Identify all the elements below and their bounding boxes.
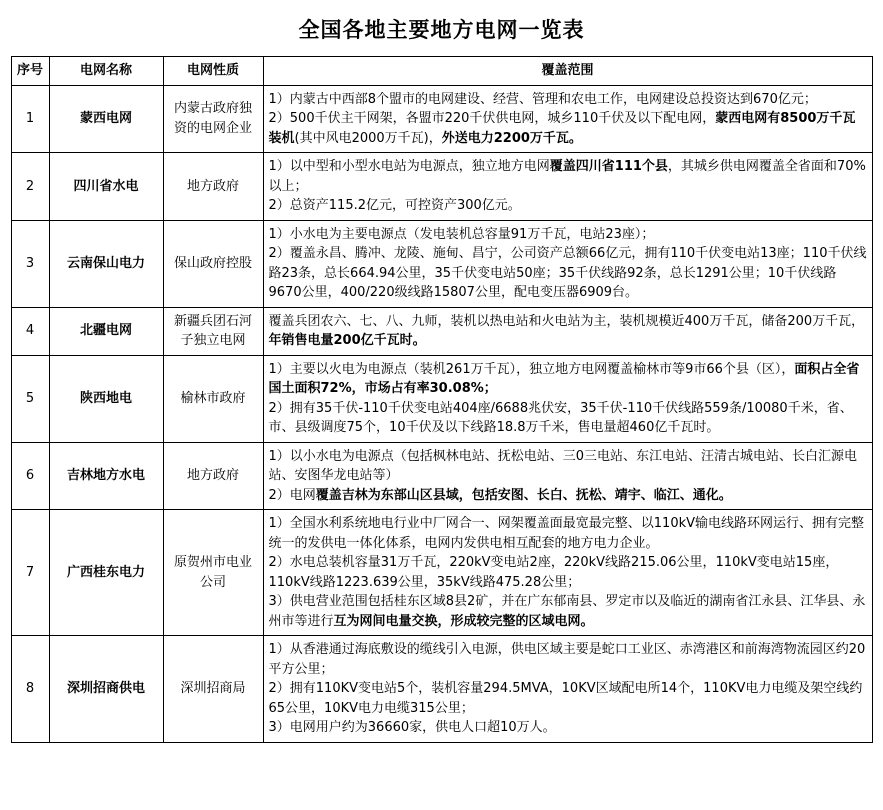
grid-type: 保山政府控股 <box>163 220 263 307</box>
scope-line: 2）电网覆盖吉林为东部山区县域，包括安图、长白、抚松、靖宇、临江、通化。 <box>268 487 732 503</box>
grid-name: 陕西地电 <box>49 355 163 442</box>
grid-scope <box>263 85 872 153</box>
scope-line: 1）从香港通过海底敷设的缆线引入电源，供电区域主要是蛇口工业区、赤湾港区和前海湾物流园区约20平方公里； <box>268 642 866 677</box>
scope-line: 2）500千伏主干网架，各盟市220千伏供电网，城乡110千伏及以下配电网，蒙西电网有8500万千瓦装机(其中风电2000万千瓦)，外送电力2200万千瓦。 <box>268 111 856 146</box>
row-index: 7 <box>11 510 49 636</box>
table-header-row <box>11 57 872 86</box>
grid-name: 北疆电网 <box>49 307 163 355</box>
row-index: 1 <box>11 85 49 153</box>
scope-line: 1）主要以火电为电源点（装机261万千瓦），独立地方电网覆盖榆林市等9市66个县（区），面积占全省国土面积72%，市场占有率30.08%； <box>268 361 860 396</box>
scope-line: 3）电网用户约为36660家，供电人口超10万人。 <box>268 720 556 735</box>
column-header-name: 电网名称 <box>49 57 163 86</box>
table-row <box>11 355 872 442</box>
document-page <box>0 14 883 743</box>
scope-line: 1）以小水电为电源点（包括枫林电站、抚松电站、三0三电站、东江电站、汪清古城电站、长白汇源电站、安图华龙电站等） <box>268 448 858 483</box>
row-index: 3 <box>11 220 49 307</box>
scope-line: 1）小水电为主要电源点（发电装机总容量91万千瓦，电站23座）； <box>268 226 655 242</box>
page-title: 全国各地主要地方电网一览表 <box>298 18 585 42</box>
grid-type: 地方政府 <box>163 153 263 221</box>
grid-name: 广西桂东电力 <box>49 510 163 636</box>
table-row <box>11 153 872 221</box>
grid-type: 新疆兵团石河子独立电网 <box>163 307 263 355</box>
power-grid-table <box>11 56 873 743</box>
table-row <box>11 510 872 636</box>
grid-scope <box>263 510 872 636</box>
grid-name: 蒙西电网 <box>49 85 163 153</box>
grid-name: 云南保山电力 <box>49 220 163 307</box>
grid-type: 地方政府 <box>163 442 263 510</box>
column-header-scope: 覆盖范围 <box>263 57 872 86</box>
scope-line: 3）供电营业范围包括桂东区域8县2矿，并在广东郁南县、罗定市以及临近的湖南省江永县、江华县、永州市等进行互为网间电量交换，形成较完整的区域电网。 <box>268 594 866 629</box>
grid-name: 四川省水电 <box>49 153 163 221</box>
grid-type: 内蒙古政府独资的电网企业 <box>163 85 263 153</box>
grid-scope <box>263 442 872 510</box>
scope-line: 覆盖兵团农六、七、八、九师，装机以热电站和火电站为主，装机规模近400万千瓦，储备200万千瓦，年销售电量200亿千瓦时。 <box>268 313 865 348</box>
table-row <box>11 220 872 307</box>
table-row <box>11 85 872 153</box>
grid-type: 深圳招商局 <box>163 636 263 743</box>
scope-line: 1）以中型和小型水电站为电源点，独立地方电网覆盖四川省111个县，其城乡供电网覆盖全省面和70%以上； <box>268 159 866 194</box>
column-header-index: 序号 <box>11 57 49 86</box>
scope-line: 2）水电总装机容量31万千瓦，220kV变电站2座，220kV线路215.06公里，110kV变电站15座，110kV线路1223.639公里，35kV线路475.28公里； <box>268 555 839 590</box>
table-row <box>11 442 872 510</box>
grid-scope <box>263 636 872 743</box>
row-index: 6 <box>11 442 49 510</box>
row-index: 4 <box>11 307 49 355</box>
scope-line: 2）总资产115.2亿元，可控资产300亿元。 <box>268 198 521 213</box>
table-row <box>11 636 872 743</box>
grid-scope <box>263 307 872 355</box>
grid-type: 原贺州市电业公司 <box>163 510 263 636</box>
row-index: 5 <box>11 355 49 442</box>
row-index: 8 <box>11 636 49 743</box>
column-header-type: 电网性质 <box>163 57 263 86</box>
grid-scope <box>263 220 872 307</box>
row-index: 2 <box>11 153 49 221</box>
table-body <box>11 85 872 742</box>
grid-type: 榆林市政府 <box>163 355 263 442</box>
table-row <box>11 307 872 355</box>
grid-scope <box>263 153 872 221</box>
scope-line: 1）内蒙古中西部8个盟市的电网建设、经营、管理和农电工作，电网建设总投资达到670亿元； <box>268 91 817 107</box>
scope-line: 2）覆盖永昌、腾冲、龙陵、施甸、昌宁，公司资产总额66亿元，拥有110千伏变电站13座；110千伏线路23条，总长664.94公里，35千伏变电站50座；35千伏线路92条，总长1291公里；10千伏线路9670公里，400/220级线路15807公里，配电变压器6909台。 <box>268 246 867 300</box>
scope-line: 2）拥有35千伏-110千伏变电站404座/6688兆伏安，35千伏-110千伏线路559条/10080千米，省、市、县级调度75个，10千伏及以下线路18.8万千米，售电量超460亿千瓦时。 <box>268 400 853 435</box>
scope-line: 2）拥有110KV变电站5个，装机容量294.5MVA，10KV区域配电所14个，110KV电力电缆及架空线约65公里，10KV电力电缆315公里； <box>268 681 863 716</box>
scope-line: 1）全国水利系统地电行业中厂网合一、网架覆盖面最宽最完整、以110kV输电线路环网运行、拥有完整统一的发供电一体化体系，电网内发供电相互配套的地方电力企业。 <box>268 516 865 551</box>
grid-name: 深圳招商供电 <box>49 636 163 743</box>
grid-scope <box>263 355 872 442</box>
grid-name: 吉林地方水电 <box>49 442 163 510</box>
